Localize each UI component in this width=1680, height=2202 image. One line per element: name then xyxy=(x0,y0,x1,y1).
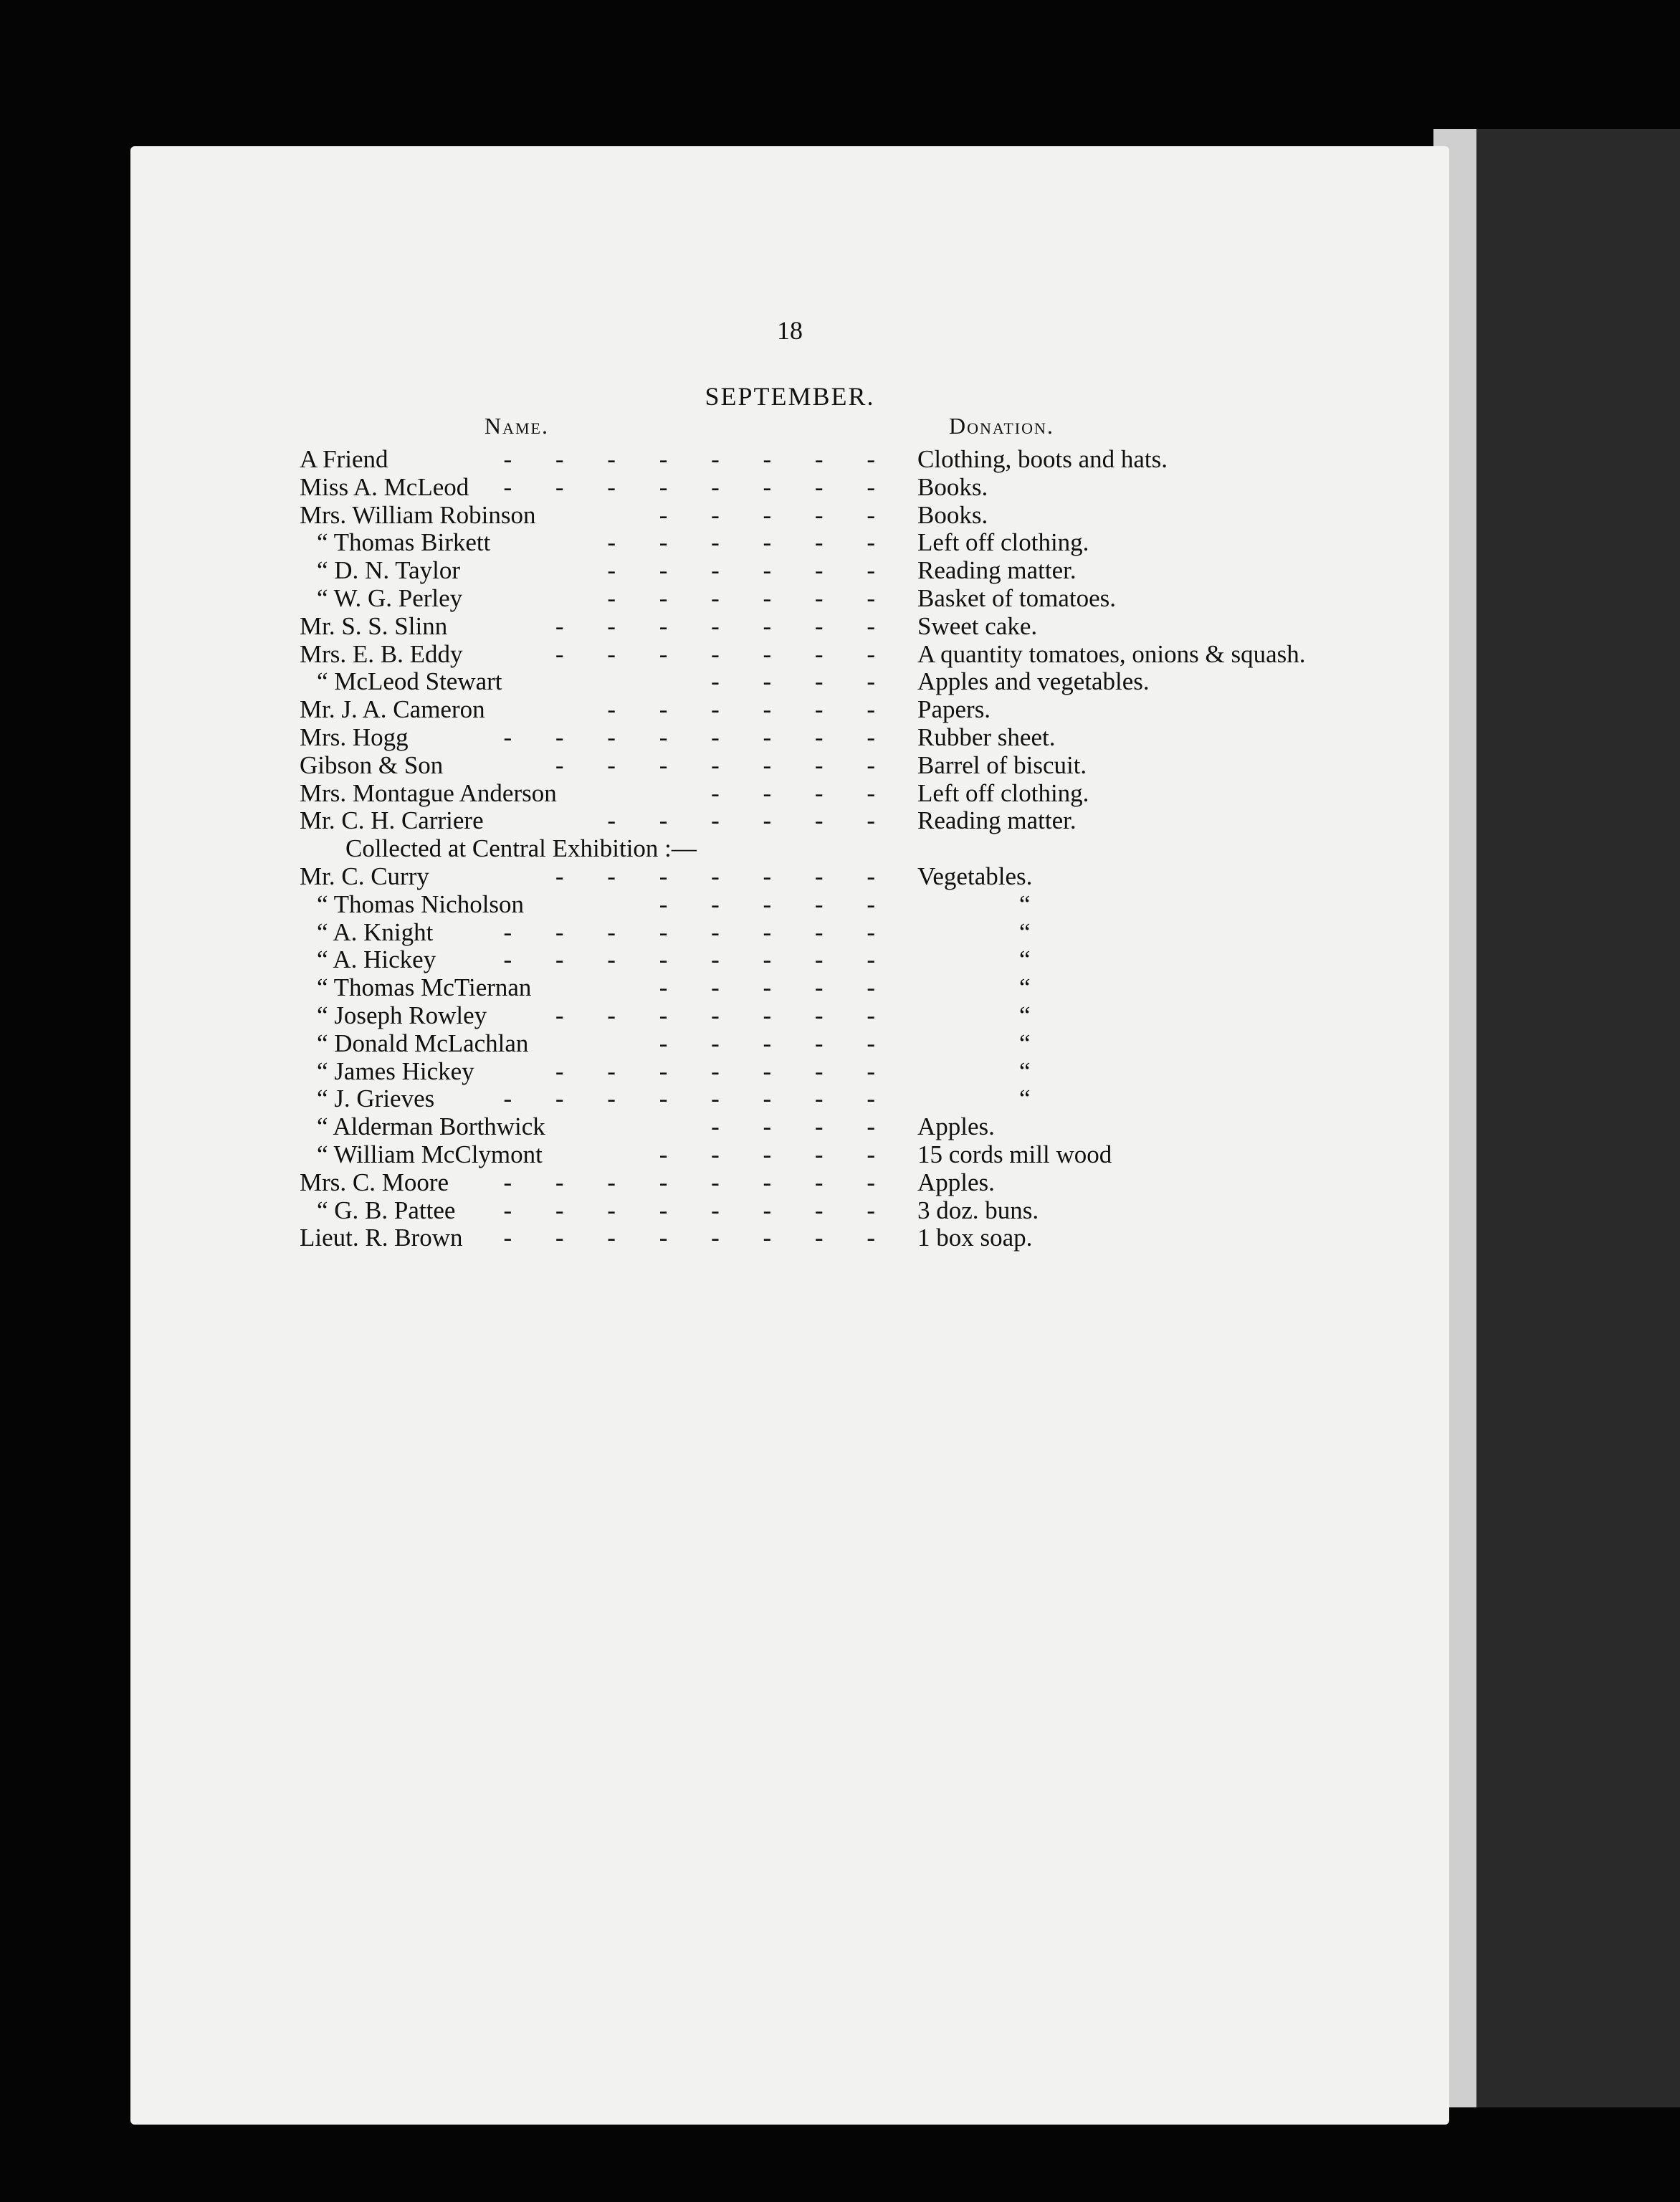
donation-item: Reading matter. xyxy=(917,806,1077,835)
dot-leader: - - - - - - xyxy=(607,583,894,612)
donation-item: Papers. xyxy=(917,695,991,724)
list-item xyxy=(300,668,1446,696)
donor-name: “ Thomas Birkett xyxy=(317,528,491,557)
dot-leader: - - - - - - - xyxy=(555,1001,894,1029)
dot-leader: - - - - xyxy=(711,667,894,696)
list-item xyxy=(300,474,1446,502)
dot-leader: - - - - - - - xyxy=(555,639,894,668)
donation-item: “ xyxy=(1019,890,1031,918)
donor-name: “ W. G. Perley xyxy=(317,583,463,612)
document-page xyxy=(130,146,1449,2125)
list-item xyxy=(300,1002,1446,1030)
list-item xyxy=(300,1224,1446,1252)
list-item xyxy=(300,1141,1446,1169)
donation-list xyxy=(300,446,1446,1252)
dot-leader: - - - - - - - - xyxy=(503,1085,894,1113)
dot-leader: - - - - - - - xyxy=(555,611,894,640)
donor-name: Mr. S. S. Slinn xyxy=(300,611,448,640)
column-header-donation: Donation. xyxy=(949,413,1054,439)
dot-leader: - - - - - - - - xyxy=(503,723,894,751)
list-item xyxy=(300,946,1446,974)
donor-name: “ McLeod Stewart xyxy=(317,667,502,696)
dot-leader: - - - - - - - - xyxy=(503,1196,894,1224)
dot-leader: - - - - - xyxy=(659,1029,894,1057)
dot-leader: - - - - - - xyxy=(607,695,894,724)
donor-name: Lieut. R. Brown xyxy=(300,1224,463,1252)
dot-leader: - - - - - - - xyxy=(555,1057,894,1085)
list-item xyxy=(300,696,1446,724)
donor-name: Collected at Central Exhibition :— xyxy=(345,834,697,863)
donor-name: “ J. Grieves xyxy=(317,1085,435,1113)
donor-name: “ Joseph Rowley xyxy=(317,1001,487,1029)
donation-item: 3 doz. buns. xyxy=(917,1196,1039,1224)
donor-name: Gibson & Son xyxy=(300,750,444,779)
dot-leader: - - - - - - - - xyxy=(503,1168,894,1196)
donation-item: “ xyxy=(1019,1085,1031,1113)
donation-item: Left off clothing. xyxy=(917,528,1089,557)
list-item xyxy=(300,1085,1446,1113)
donation-item: Reading matter. xyxy=(917,556,1077,585)
donor-name: Mr. J. A. Cameron xyxy=(300,695,485,724)
donation-item: Barrel of biscuit. xyxy=(917,750,1087,779)
list-item xyxy=(300,807,1446,835)
list-item xyxy=(300,974,1446,1002)
list-item xyxy=(300,1030,1446,1058)
list-item xyxy=(300,1197,1446,1225)
donor-name: “ A. Knight xyxy=(317,918,434,946)
donation-item: Basket of tomatoes. xyxy=(917,583,1117,612)
donor-name: “ Alderman Borthwick xyxy=(317,1112,545,1141)
donation-item: 1 box soap. xyxy=(917,1224,1033,1252)
donor-name: Mrs. E. B. Eddy xyxy=(300,639,463,668)
dot-leader: - - - - - - - - xyxy=(503,1224,894,1252)
donor-name: Mrs. Montague Anderson xyxy=(300,778,557,807)
book-cover-edge xyxy=(1455,129,1680,2107)
dot-leader: - - - - - - - xyxy=(555,750,894,779)
list-item xyxy=(300,919,1446,947)
donor-name: A Friend xyxy=(300,445,388,473)
donor-name: Miss A. McLeod xyxy=(300,472,469,501)
dot-leader: - - - - - - - - xyxy=(503,472,894,501)
dot-leader: - - - - - xyxy=(659,500,894,529)
donor-name: “ William McClymont xyxy=(317,1140,543,1168)
donation-item: Apples. xyxy=(917,1168,995,1196)
dot-leader: - - - - xyxy=(711,1112,894,1141)
list-item xyxy=(300,835,1446,863)
dot-leader: - - - - - xyxy=(659,1140,894,1168)
donor-name: “ Donald McLachlan xyxy=(317,1029,529,1057)
dot-leader: - - - - - - xyxy=(607,806,894,835)
list-item xyxy=(300,502,1446,530)
donor-name: “ Thomas Nicholson xyxy=(317,890,525,918)
section-title: SEPTEMBER. xyxy=(705,382,875,411)
donation-item: Books. xyxy=(917,472,988,501)
list-item xyxy=(300,891,1446,919)
column-header-name: Name. xyxy=(485,413,549,439)
donor-name: Mrs. William Robinson xyxy=(300,500,536,529)
dot-leader: - - - - - - xyxy=(607,556,894,585)
donation-item: “ xyxy=(1019,918,1031,946)
list-item xyxy=(300,446,1446,474)
donation-item: Left off clothing. xyxy=(917,778,1089,807)
dot-leader: - - - - - - - - xyxy=(503,445,894,473)
donation-item: Books. xyxy=(917,500,988,529)
donation-item: 15 cords mill wood xyxy=(917,1140,1112,1168)
list-item xyxy=(300,529,1446,557)
list-item xyxy=(300,613,1446,641)
list-item xyxy=(300,780,1446,808)
donation-item: Apples and vegetables. xyxy=(917,667,1150,696)
donor-name: Mr. C. H. Carriere xyxy=(300,806,484,835)
donation-item: Apples. xyxy=(917,1112,995,1141)
donation-item: “ xyxy=(1019,1001,1031,1029)
dot-leader: - - - - xyxy=(711,778,894,807)
donation-item: Sweet cake. xyxy=(917,611,1038,640)
list-item xyxy=(300,1113,1446,1141)
donation-item: “ xyxy=(1019,945,1031,974)
list-item xyxy=(300,557,1446,585)
donor-name: “ A. Hickey xyxy=(317,945,436,974)
donor-name: Mr. C. Curry xyxy=(300,862,429,890)
list-item xyxy=(300,752,1446,780)
dot-leader: - - - - - - - xyxy=(555,862,894,890)
donor-name: Mrs. Hogg xyxy=(300,723,409,751)
donation-item: Rubber sheet. xyxy=(917,723,1056,751)
dot-leader: - - - - - xyxy=(659,890,894,918)
dot-leader: - - - - - - xyxy=(607,528,894,557)
dot-leader: - - - - - - - - xyxy=(503,918,894,946)
list-item xyxy=(300,585,1446,613)
list-item xyxy=(300,1169,1446,1197)
donation-item: Clothing, boots and hats. xyxy=(917,445,1168,473)
donor-name: Mrs. C. Moore xyxy=(300,1168,449,1196)
donation-item: Vegetables. xyxy=(917,862,1033,890)
dot-leader: - - - - - - - - xyxy=(503,945,894,974)
list-item xyxy=(300,641,1446,669)
donation-item: A quantity tomatoes, onions & squash. xyxy=(917,639,1306,668)
donor-name: “ D. N. Taylor xyxy=(317,556,461,585)
donor-name: “ Thomas McTiernan xyxy=(317,973,532,1002)
donor-name: “ James Hickey xyxy=(317,1057,474,1085)
list-item xyxy=(300,724,1446,752)
page-number: 18 xyxy=(777,316,803,345)
donor-name: “ G. B. Pattee xyxy=(317,1196,456,1224)
donation-item: “ xyxy=(1019,1057,1031,1085)
dot-leader: - - - - - xyxy=(659,973,894,1002)
list-item xyxy=(300,1058,1446,1086)
donation-item: “ xyxy=(1019,973,1031,1002)
donation-item: “ xyxy=(1019,1029,1031,1057)
list-item xyxy=(300,863,1446,891)
